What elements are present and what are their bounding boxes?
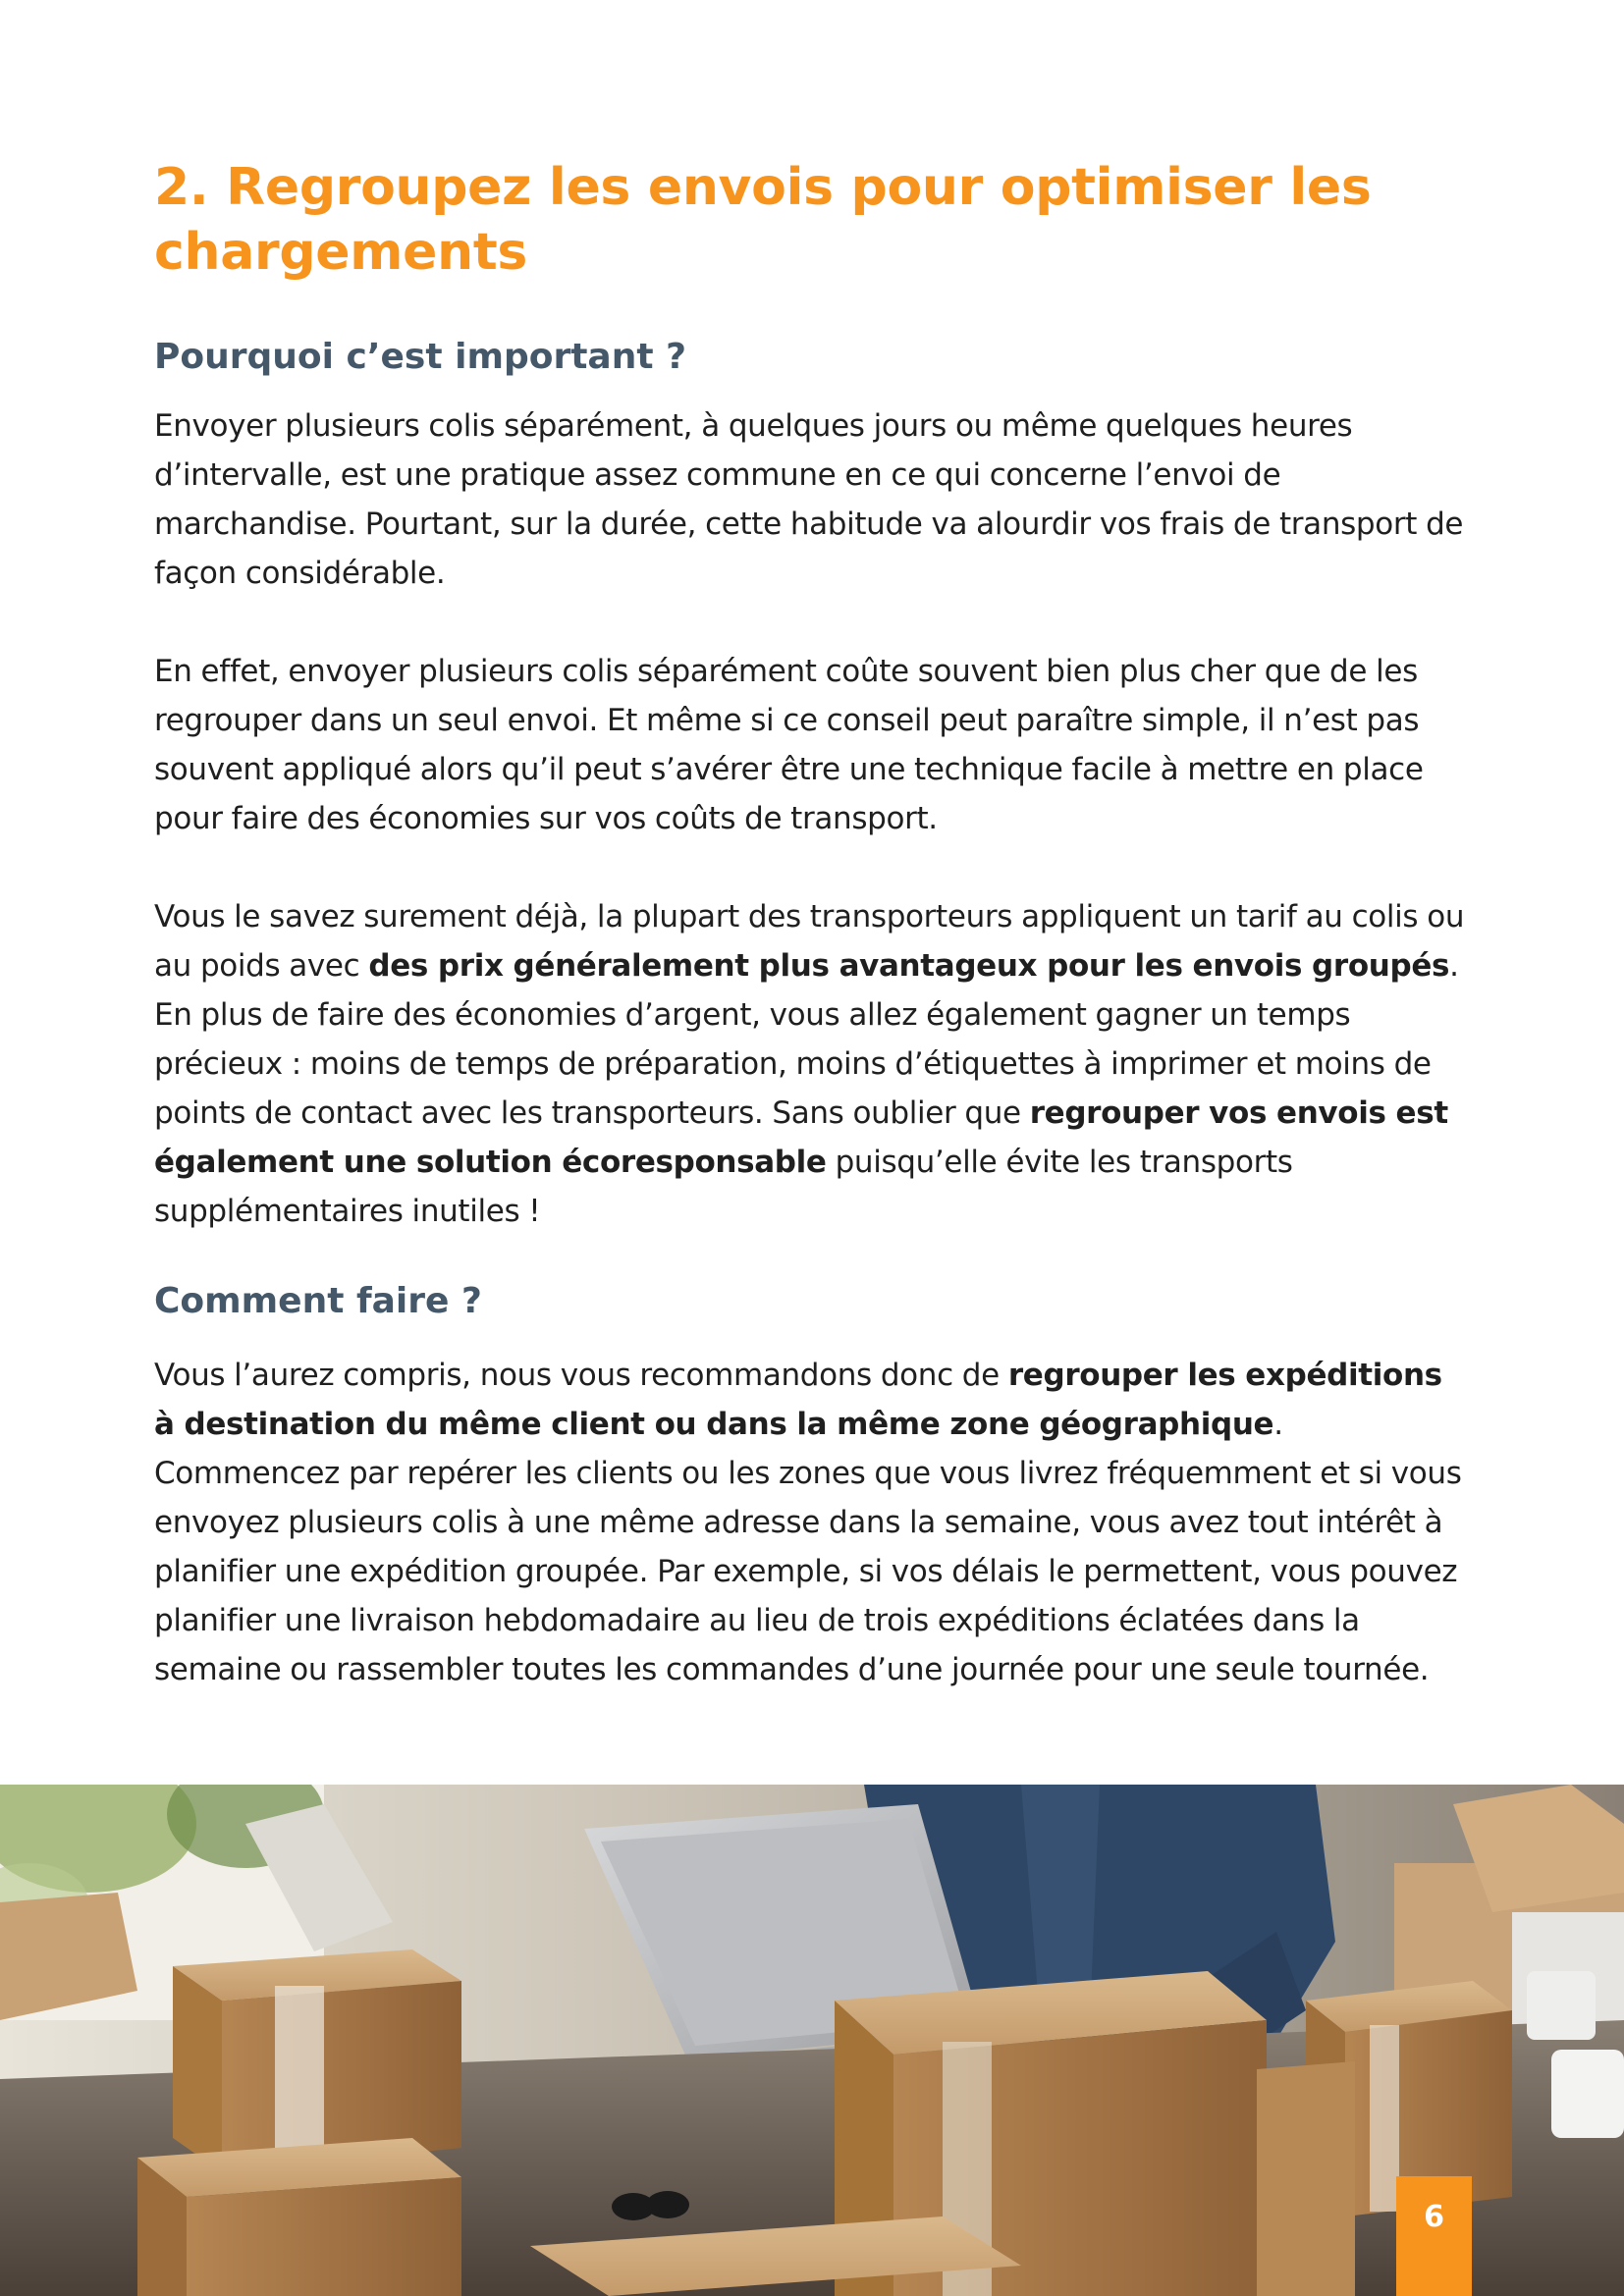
paragraph-3-bold-1: des prix généralement plus avantageux pour les envois groupés (368, 948, 1450, 984)
paragraph-3-text-a: Vous le savez surement déjà, la plupart des transporteurs appliquent un tarif au colis ou au poids avec (154, 899, 1465, 984)
paragraph-3-text-d: puisqu’elle évite les transports supplémentaires inutiles ! (154, 1145, 1293, 1229)
paragraph-4-bold: regrouper les expéditions à destination du même client ou dans la même zone géographique (154, 1358, 1442, 1442)
paragraph-4 (154, 1351, 1470, 1694)
section-heading-why: Pourquoi c’est important ? (154, 337, 686, 377)
paragraph-4-text-a: Vous l’aurez compris, nous vous recommandons donc de (154, 1358, 1008, 1393)
paragraph-1: Envoyer plusieurs colis séparément, à quelques jours ou même quelques heures d’intervalle, est une pratique assez commune en ce qui concerne l’envoi de marchandise. Pourtant, sur la durée, cette habitude va alourdir vos frais de transport de façon considérable. (154, 408, 1464, 591)
packing-boxes-photo (0, 1785, 1624, 2296)
section-heading-how: Comment faire ? (154, 1281, 482, 1321)
page-number-badge: 6 (1396, 2176, 1472, 2296)
page-content (154, 155, 1470, 1694)
paragraph-2: En effet, envoyer plusieurs colis séparément coûte souvent bien plus cher que de les regrouper dans un seul envoi. Et même si ce conseil peut paraître simple, il n’est pas souvent appliqué alors qu’il peut s’avérer être une technique facile à mettre en place pour faire des économies sur vos coûts de transport. (154, 654, 1424, 836)
paragraph-3-text-c: . En plus de faire des économies d’argent, vous allez également gagner un temps précieux : moins de temps de préparation, moins d’étiquettes à imprimer et moins de points de contact avec les transporteurs. Sans oublier que (154, 948, 1459, 1131)
page-title: 2. Regroupez les envois pour optimiser les chargements (154, 158, 1372, 282)
paragraph-4-text-c: . Commencez par repérer les clients ou les zones que vous livrez fréquemment et si vous envoyez plusieurs colis à une même adresse dans la semaine, vous avez tout intérêt à planifier une expédition groupée. Par exemple, si vos délais le permettent, vous pouvez planifier une livraison hebdomadaire au lieu de trois expéditions éclatées dans la semaine ou rassembler toutes les commandes d’une journée pour une seule tournée. (154, 1407, 1462, 1687)
paragraph-3 (154, 892, 1470, 1236)
paragraph-3-bold-2: regrouper vos envois est également une solution écoresponsable (154, 1095, 1448, 1180)
